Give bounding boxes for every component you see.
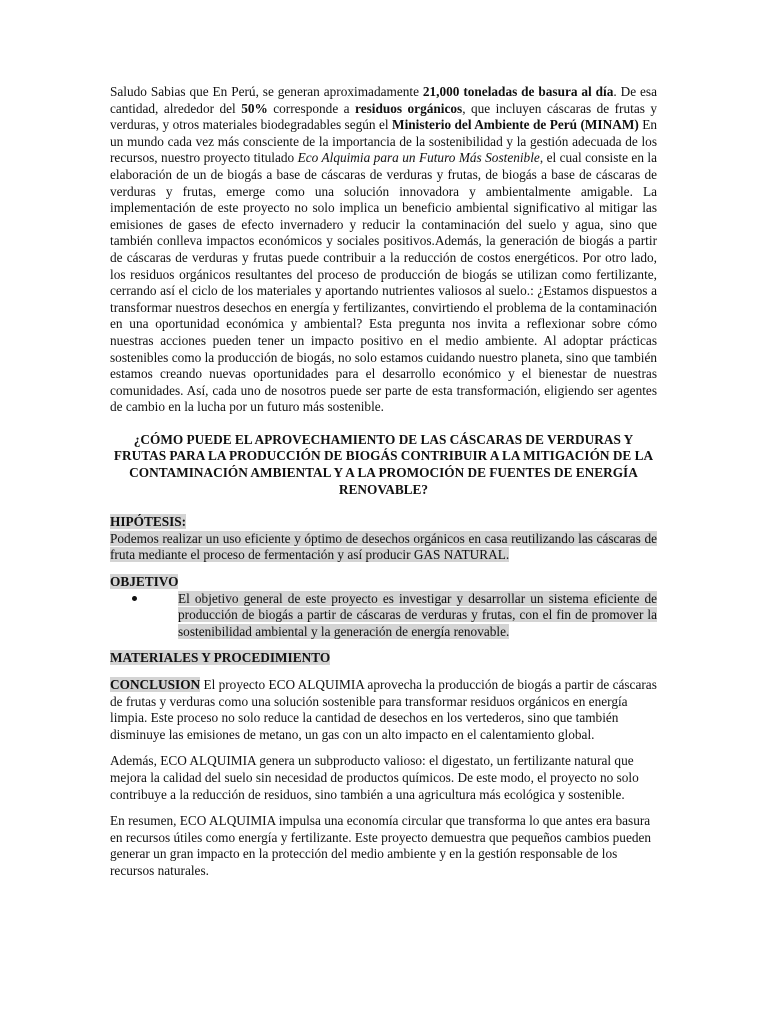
hypothesis-text <box>110 531 657 564</box>
conclusion-paragraph-3: En resumen, ECO ALQUIMIA impulsa una economía circular que transforma lo que antes era basura en recursos útiles como energía y fertilizante. Este proyecto demuestra que pequeños cambios pueden generar un gran impacto en la protección del medio ambiente y en la gestión responsable de los recursos naturales. <box>110 813 652 878</box>
conclusion-paragraph-1 <box>110 677 657 743</box>
research-question: ¿CÓMO PUEDE EL APROVECHAMIENTO DE LAS CÁSCARAS DE VERDURAS Y FRUTAS PARA LA PRODUCCIÓN DE BIOGÁS CONTRIBUIR A LA MITIGACIÓN DE LA CONTAMINACIÓN AMBIENTAL Y A LA PROMOCIÓN DE FUENTES DE ENERGÍA RENOVABLE? <box>113 431 654 497</box>
objective-bullet-highlight: El objetivo general de este proyecto es investigar y desarrollar un sistema eficiente de producción de biogás a partir de cáscaras de verduras y frutas, con el fin de promover la sostenibilidad ambiental y la generación de energía renovable. <box>178 590 657 639</box>
hypothesis-text-highlight: Podemos realizar un uso eficiente y óptimo de desechos orgánicos en casa reutilizando las cáscaras de fruta mediante el proceso de fermentación y así producir GAS NATURAL. <box>110 530 657 563</box>
objective-bullet-text <box>178 591 657 641</box>
intro-text-5: En un mundo cada vez más consciente de la importancia de la sostenibilidad y la gestión adecuada de los recursos, nuestro proyecto titulado <box>110 117 657 166</box>
bullet-icon <box>132 591 142 607</box>
document-body <box>110 84 657 880</box>
intro-bold-percent: 50% <box>241 100 268 116</box>
intro-text-6: , el cual consiste en la elaboración de un de biogás a base de cáscaras de verduras y frutas, de biogás a base de cáscaras de verduras y frutas, emerge como una solución innovadora y ambientalmente amigable. La implementación de este proyecto no solo implica un beneficio ambiental significativo al mitigar las emisiones de gases de efecto invernadero y reducir la contaminación del suelo y agua, sino que también conlleva impactos económicos y sociales positivos.Además, la generación de biogás a partir de cáscaras de verduras y frutas puede contribuir a la reducción de costos energéticos. Por otro lado, los residuos orgánicos resultantes del proceso de producción de biogás se utilizan como fertilizante, cerrando así el ciclo de los materiales y aportando nutrientes valiosos al suelo.: ¿Estamos dispuestos a transformar nuestros desechos en energía y fertilizantes, convirtiendo el problema de la contaminación en una oportunidad económica y ambiental? Esta pregunta nos invita a reflexionar sobre cómo nuestras acciones pueden tener un impacto positivo en el medio ambiente. Al adoptar prácticas sostenibles como la producción de biogás, no solo estamos cuidando nuestro planeta, sino que también estamos creando nuevas oportunidades para el desarrollo económico y el bienestar de nuestras comunidades. Así, cada uno de nosotros puede ser parte de esta transformación, eligiendo ser agentes de cambio en la lucha por un futuro más sostenible. <box>110 150 658 415</box>
conclusion-text-1: El proyecto ECO ALQUIMIA aprovecha la producción de biogás a partir de cáscaras de frutas y verduras como una solución sostenible para transformar residuos orgánicos en energía limpia. Este proceso no solo reduce la cantidad de desechos en los vertederos, sino que también disminuye las emisiones de metano, un gas con un alto impacto en el calentamiento global. <box>110 677 657 742</box>
intro-text-1: Saludo Sabias que En Perú, se generan aproximadamente <box>110 84 423 99</box>
materials-title: MATERIALES Y PROCEDIMIENTO <box>110 650 331 666</box>
objective-bullet-item <box>110 591 657 641</box>
materials-heading <box>110 650 657 667</box>
objective-heading <box>110 574 657 591</box>
intro-project-title: Eco Alquimia para un Futuro Más Sostenible <box>297 150 540 166</box>
objective-title: OBJETIVO <box>110 574 179 590</box>
hypothesis-section <box>110 514 657 564</box>
objective-section <box>110 574 657 640</box>
hypothesis-title: HIPÓTESIS: <box>110 514 187 530</box>
intro-text-3: corresponde a <box>267 100 356 116</box>
intro-text-4: , que incluyen cáscaras de frutas y verduras, y otros materiales biodegradables según el <box>110 100 658 133</box>
intro-bold-tonnage: 21,000 toneladas de basura al día <box>422 84 614 99</box>
conclusion-title: CONCLUSION <box>110 677 201 692</box>
intro-paragraph <box>110 84 657 416</box>
hypothesis-heading <box>110 514 657 531</box>
intro-bold-minam: Ministerio del Ambiente de Perú (MINAM) <box>392 117 639 133</box>
conclusion-paragraph-2: Además, ECO ALQUIMIA genera un subproducto valioso: el digestato, un fertilizante natural que mejora la calidad del suelo sin necesidad de productos químicos. De este modo, el proyecto no solo contribuye a la reducción de residuos, sino también a una agricultura más ecológica y sostenible. <box>110 753 639 802</box>
intro-text-2: . De esa cantidad, alrededor del <box>110 84 657 116</box>
intro-bold-organic: residuos orgánicos <box>355 100 463 116</box>
